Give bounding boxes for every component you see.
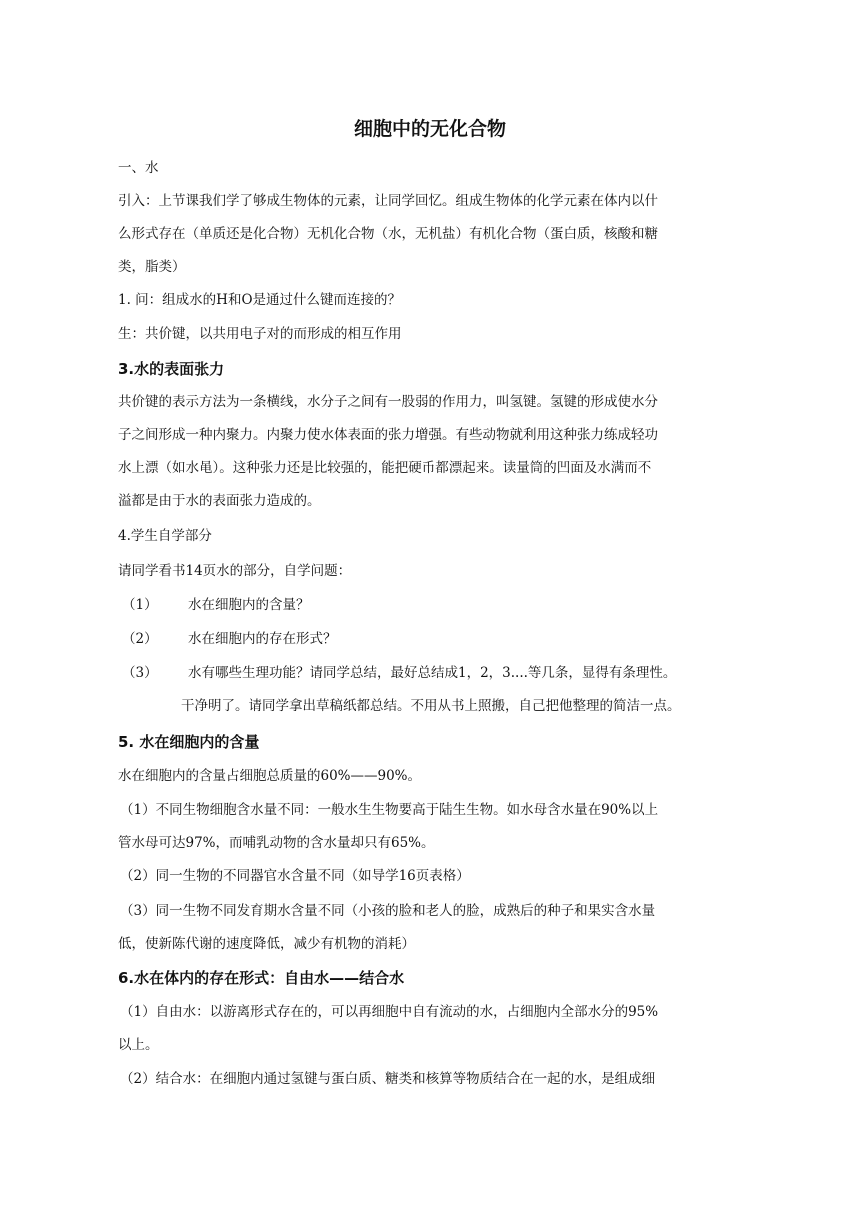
- document-title: 细胞中的无化合物: [353, 118, 506, 140]
- free-water-line-1: （1）自由水：以游离形式存在的，可以再细胞中自有流动的水，占细胞内全部水分的95%: [120, 1004, 659, 1020]
- water-content-point-2: （2）同一生物的不同器官水含量不同（如导学16页表格）: [120, 868, 470, 884]
- answer-1: 生：共价键，以共用电子对的而形成的相互作用: [118, 326, 402, 342]
- list-number: （2）: [122, 631, 158, 647]
- heading-water-forms: 6.水在体内的存在形式：自由水——结合水: [118, 969, 405, 987]
- water-content-point-3-line-2: 低，使新陈代谢的速度降低，减少有机物的消耗）: [118, 936, 415, 952]
- water-content-point-1-line-1: （1）不同生物细胞含水量不同：一般水生生物要高于陆生生物。如水母含水量在90%以上: [120, 802, 659, 818]
- surface-tension-line-1: 共价键的表示方法为一条横线，水分子之间有一股弱的作用力，叫氢键。氢键的形成使水分: [118, 394, 658, 410]
- self-study-intro: 请同学看书14页水的部分，自学问题：: [118, 563, 352, 579]
- list-item: [122, 623, 750, 656]
- intro-line-1: 引入：上节课我们学了够成生物体的元素，让同学回忆。组成生物体的化学元素在体内以什: [118, 193, 658, 209]
- surface-tension-line-2: 子之间形成一种内聚力。内聚力使水体表面的张力增强。有些动物就利用这种张力练成轻功: [118, 427, 658, 443]
- list-text: 水有哪些生理功能？请同学总结，最好总结成1，2，3....等几条，显得有条理性。: [188, 665, 677, 681]
- free-water-line-2: 以上。: [118, 1037, 159, 1053]
- heading-water-content: 5. 水在细胞内的含量: [118, 733, 260, 751]
- bound-water-line-1: （2）结合水：在细胞内通过氢键与蛋白质、糖类和核算等物质结合在一起的水，是组成细: [120, 1071, 656, 1087]
- section-heading-water: 一、水: [118, 160, 159, 176]
- water-content-intro: 水在细胞内的含量占细胞总质量的60%——90%。: [118, 768, 422, 784]
- heading-surface-tension: 3.水的表面张力: [118, 360, 225, 378]
- surface-tension-line-3: 水上漂（如水黾）。这种张力还是比较强的，能把硬币都漂起来。读量筒的凹面及水满而不: [118, 460, 652, 476]
- self-study-heading: 4.学生自学部分: [118, 528, 212, 544]
- list-item: [122, 589, 750, 622]
- list-text: 水在细胞内的含量？: [188, 597, 310, 613]
- list-number: （1）: [122, 597, 158, 613]
- intro-line-3: 类，脂类）: [118, 259, 186, 275]
- list-number: （3）: [122, 665, 158, 681]
- water-content-point-3-line-1: （3）同一生物不同发育期水含量不同（小孩的脸和老人的脸，成熟后的种子和果实含水量: [120, 903, 656, 919]
- question-1: 1. 问：组成水的H和O是通过什么键而连接的？: [118, 292, 402, 308]
- list-text: 水在细胞内的存在形式？: [188, 631, 337, 647]
- intro-line-2: 么形式存在（单质还是化合物）无机化合物（水，无机盐）有机化合物（蛋白质，核酸和糖: [118, 226, 658, 242]
- list-item-continuation: 干净明了。请同学拿出草稿纸都总结。不用从书上照搬，自己把他整理的简洁一点。: [181, 698, 681, 714]
- surface-tension-line-4: 溢都是由于水的表面张力造成的。: [118, 493, 321, 509]
- list-item: [122, 657, 750, 690]
- water-content-point-1-line-2: 管水母可达97%，而哺乳动物的含水量却只有65%。: [118, 835, 435, 851]
